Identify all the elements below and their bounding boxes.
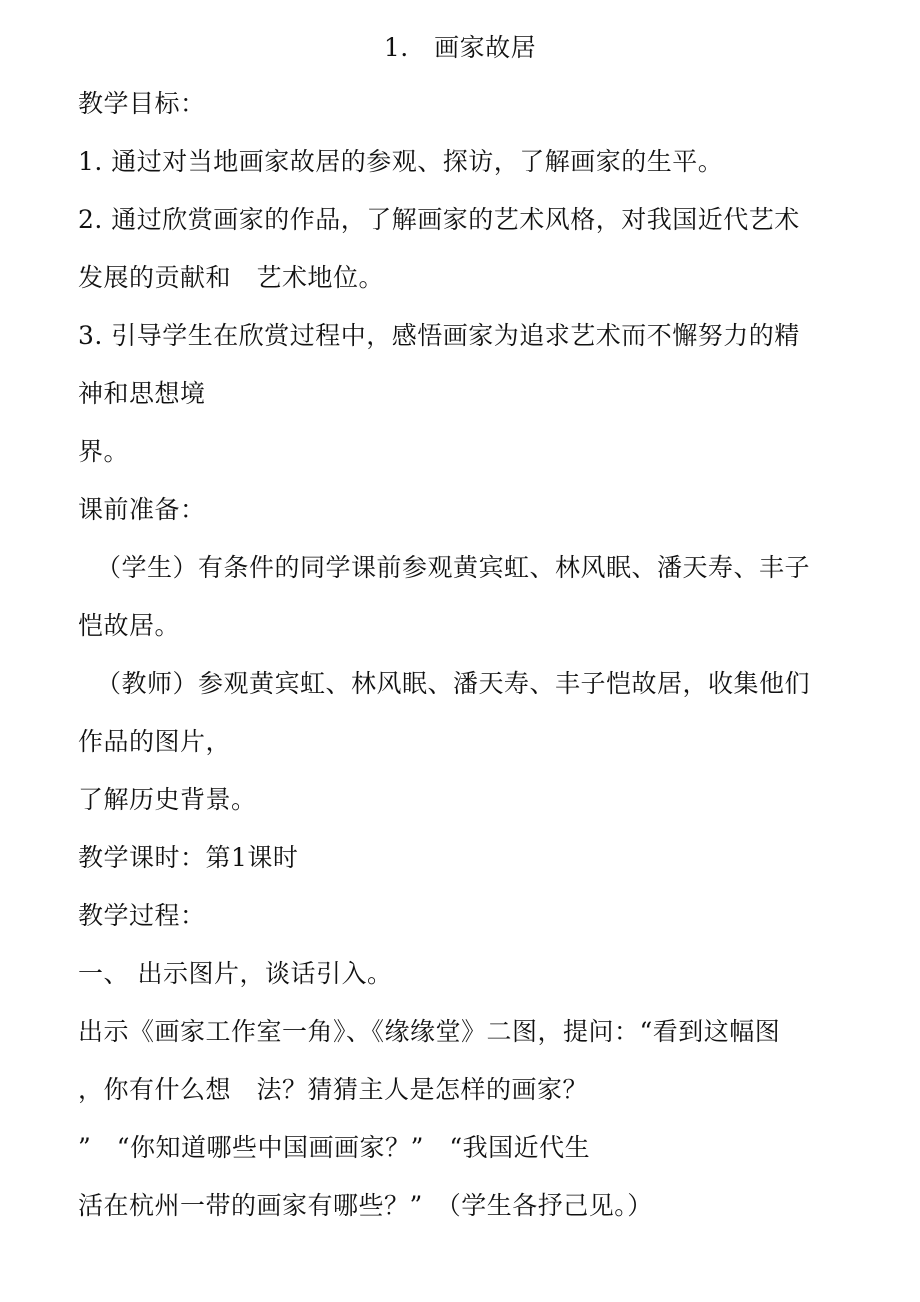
paragraph-line: 活在杭州一带的画家有哪些？” （学生各抒己见。） <box>78 1191 653 1220</box>
paragraph-line: 发展的贡献和 艺术地位。 <box>78 263 385 292</box>
paragraph-line: ” “你知道哪些中国画画家？” “我国近代生 <box>78 1133 591 1162</box>
heading-teaching-goals: 教学目标： <box>78 89 206 118</box>
paragraph-line: 了解历史背景。 <box>78 785 257 814</box>
paragraph-line: 作品的图片， <box>78 727 232 756</box>
heading-preparation: 课前准备： <box>78 495 206 524</box>
paragraph-line: （教师）参观黄宾虹、林风眠、潘天寿、丰子恺故居，收集他们 <box>96 669 811 698</box>
paragraph-line: ，你有什么想 法？猜猜主人是怎样的画家？ <box>78 1075 589 1104</box>
paragraph-line: 2. 通过欣赏画家的作品，了解画家的艺术风格，对我国近代艺术 <box>78 205 800 234</box>
paragraph-line: 3. 引导学生在欣赏过程中，感悟画家为追求艺术而不懈努力的精 <box>78 321 800 350</box>
paragraph-line: 出示《画家工作室一角》、《缘缘堂》二图，提问：“看到这幅图 <box>78 1017 781 1046</box>
paragraph-line: （学生）有条件的同学课前参观黄宾虹、林风眠、潘天寿、丰子 <box>96 553 811 582</box>
paragraph-line: 界。 <box>78 437 130 466</box>
paragraph-line: 1. 通过对当地画家故居的参观、探访，了解画家的生平。 <box>78 147 724 176</box>
heading-class-hours: 教学课时：第1课时 <box>78 843 299 872</box>
section-heading: 一、 出示图片，谈话引入。 <box>78 959 393 988</box>
heading-teaching-process: 教学过程： <box>78 901 206 930</box>
document-title: 1. 画家故居 <box>383 33 537 62</box>
paragraph-line: 神和思想境 <box>78 379 206 408</box>
paragraph-line: 恺故居。 <box>78 611 181 640</box>
